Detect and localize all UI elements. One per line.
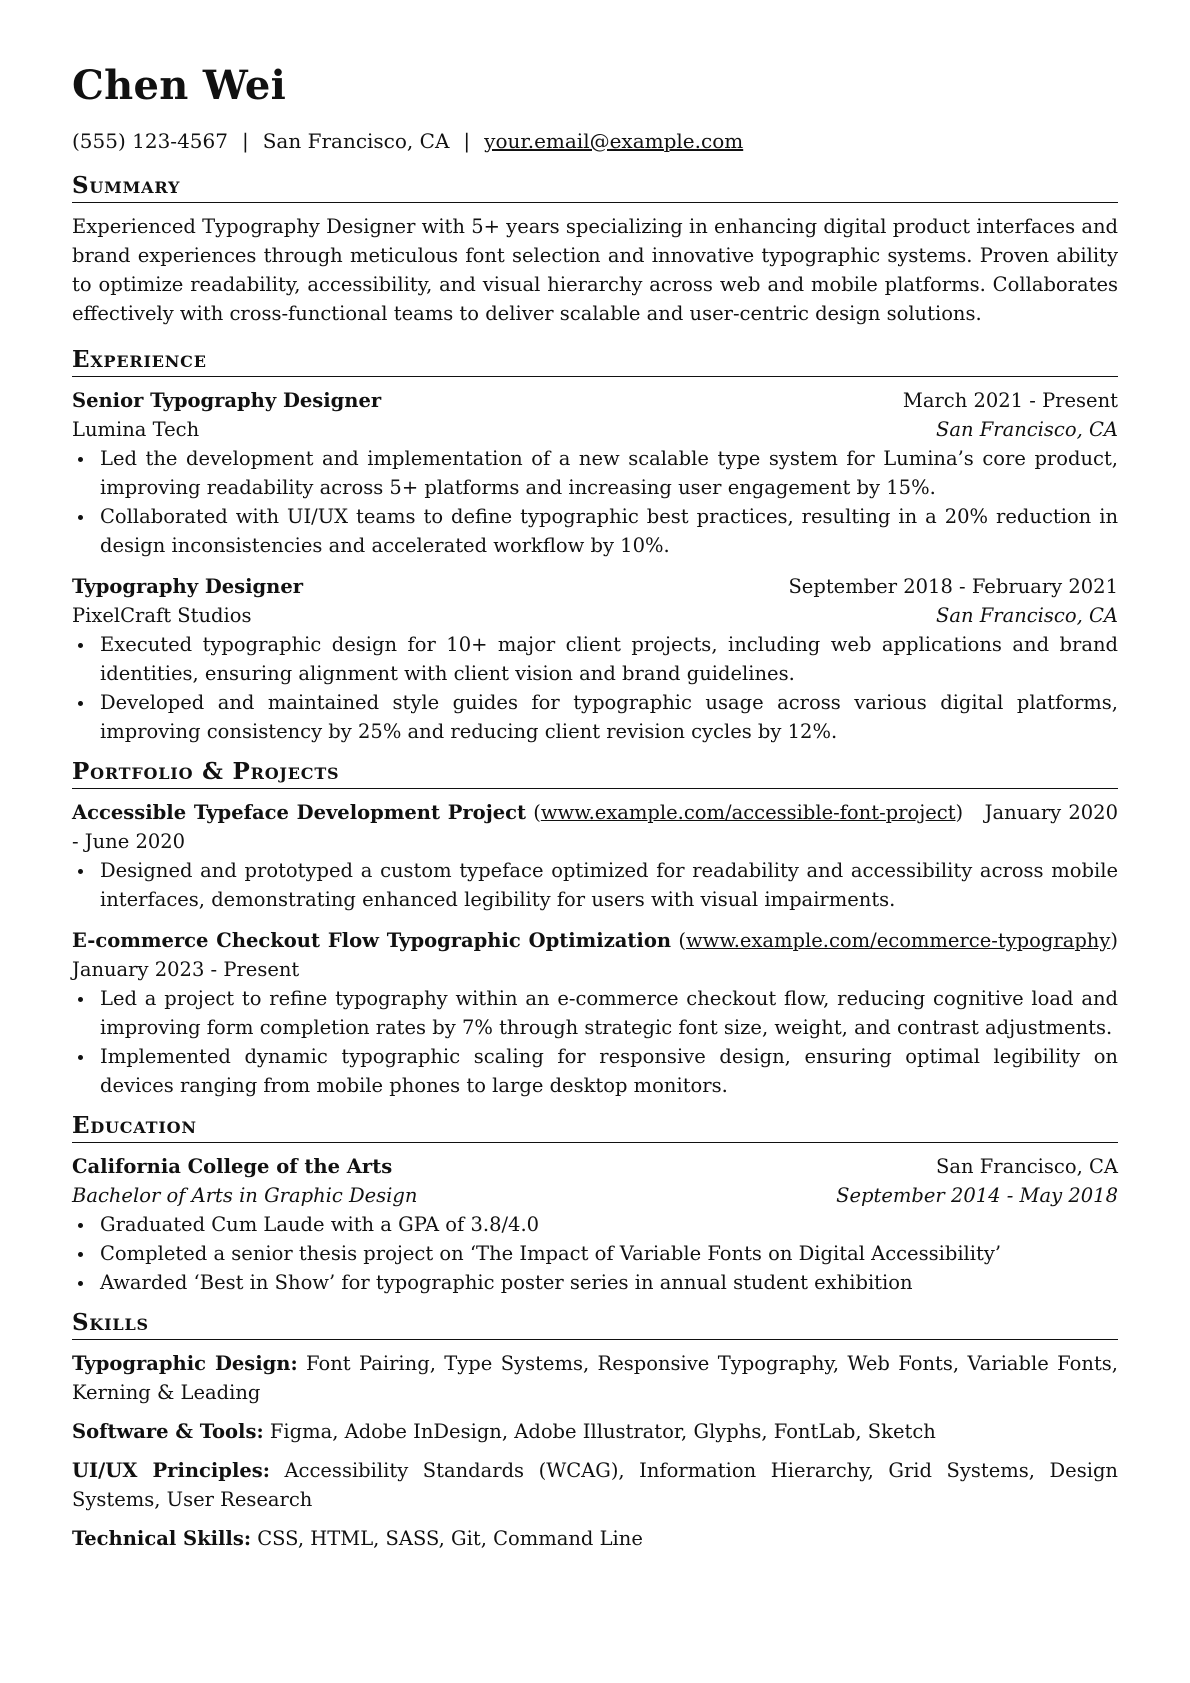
job-role: Typography Designer — [72, 575, 304, 598]
project-link[interactable]: www.example.com/accessible-font-project — [540, 801, 956, 824]
project-dates: January 2023 - Present — [72, 958, 300, 981]
education-dates: September 2014 - May 2018 — [836, 1184, 1118, 1207]
job-entry — [72, 572, 1118, 746]
degree: Bachelor of Arts in Graphic Design — [72, 1184, 418, 1207]
job-dates: September 2018 - February 2021 — [788, 575, 1118, 598]
summary-text: Experienced Typography Designer with 5+ years specializing in enhancing digital product interfaces and brand experiences through meticulous font selection and innovative typographic systems. Proven ability to optimize readability, accessibility, and visual hierarchy across web and mobile platforms. Collaborates effectively with cross-functional teams to deliver scalable and user-centric design solutions. — [72, 215, 1118, 325]
list-item: Executed typographic design for 10+ major client projects, including web applications and brand identities, ensuring alignment with client vision and brand guidelines. — [72, 630, 1118, 688]
skill-label: Technical Skills: — [72, 1527, 252, 1550]
job-role: Senior Typography Designer — [72, 389, 382, 412]
section-title-skills: Skills — [72, 1309, 1118, 1340]
job-location: San Francisco, CA — [935, 604, 1118, 627]
job-bullets — [72, 630, 1118, 746]
school-name: California College of the Arts — [72, 1155, 393, 1178]
education-bullets — [72, 1210, 1118, 1297]
job-location: San Francisco, CA — [935, 418, 1118, 441]
list-item: Graduated Cum Laude with a GPA of 3.8/4.0 — [72, 1210, 1118, 1239]
list-item: Awarded ‘Best in Show’ for typographic poster series in annual student exhibition — [72, 1268, 1118, 1297]
skill-value: Accessibility Standards (WCAG), Information Hierarchy, Grid Systems, Design Systems, User Research — [72, 1459, 1118, 1511]
list-item: Implemented dynamic typographic scaling for responsive design, ensuring optimal legibility on devices ranging from mobile phones to large desktop monitors. — [72, 1042, 1118, 1100]
education-subheader — [72, 1181, 1118, 1210]
job-header — [72, 386, 1118, 415]
list-item: Collaborated with UI/UX teams to define typographic best practices, resulting in a 20% reduction in design inconsistencies and accelerated workflow by 10%. — [72, 502, 1118, 560]
email-link[interactable]: your.email@example.com — [484, 129, 744, 153]
project-name: Accessible Typeface Development Project — [72, 801, 527, 824]
school-location: San Francisco, CA — [935, 1155, 1118, 1178]
project-entry — [72, 926, 1118, 1100]
project-bullets — [72, 856, 1118, 914]
education-entry — [72, 1152, 1118, 1297]
phone: (555) 123-4567 — [72, 129, 228, 153]
section-title-experience: Experience — [72, 346, 1118, 377]
project-bullets — [72, 984, 1118, 1100]
skill-label: Software & Tools: — [72, 1420, 264, 1443]
list-item: Led the development and implementation of a new scalable type system for Lumina’s core product, improving readability across 5+ platforms and increasing user engagement by 15%. — [72, 444, 1118, 502]
skill-row — [72, 1349, 1118, 1407]
skill-value: CSS, HTML, SASS, Git, Command Line — [257, 1527, 643, 1550]
skill-row — [72, 1456, 1118, 1514]
skill-value: Font Pairing, Type Systems, Responsive Typography, Web Fonts, Variable Fonts, Kerning & Leading — [72, 1352, 1118, 1404]
summary-section — [72, 172, 1118, 328]
project-header: Accessible Typeface Development Project (www.example.com/accessible-font-project) January 2020 - June 2020 — [72, 801, 1118, 853]
projects-section — [72, 758, 1118, 1100]
skill-row — [72, 1417, 1118, 1446]
location: San Francisco, CA — [262, 129, 450, 153]
job-subheader — [72, 601, 1118, 630]
section-title-summary: Summary — [72, 172, 1118, 203]
contact-separator: | — [241, 129, 249, 153]
list-item: Developed and maintained style guides for typographic usage across various digital platforms, improving consistency by 25% and reducing client revision cycles by 12%. — [72, 688, 1118, 746]
project-name: E-commerce Checkout Flow Typographic Optimization — [72, 929, 672, 952]
job-bullets — [72, 444, 1118, 560]
skill-label: UI/UX Principles: — [72, 1459, 270, 1482]
section-title-projects: Portfolio & Projects — [72, 758, 1118, 789]
skill-value: Figma, Adobe InDesign, Adobe Illustrator, Glyphs, FontLab, Sketch — [269, 1420, 936, 1443]
project-entry — [72, 798, 1118, 914]
list-item: Led a project to refine typography within an e-commerce checkout flow, reducing cognitive load and improving form completion rates by 7% through strategic font size, weight, and contrast adjustments. — [72, 984, 1118, 1042]
education-header — [72, 1152, 1118, 1181]
contact-line — [72, 128, 1118, 154]
list-item: Completed a senior thesis project on ‘The Impact of Variable Fonts on Digital Accessibility’ — [72, 1239, 1118, 1268]
education-section — [72, 1112, 1118, 1297]
job-company: PixelCraft Studios — [72, 604, 252, 627]
job-entry — [72, 386, 1118, 560]
job-company: Lumina Tech — [72, 418, 200, 441]
section-title-education: Education — [72, 1112, 1118, 1143]
contact-separator: | — [463, 129, 471, 153]
skill-label: Typographic Design: — [72, 1352, 298, 1375]
list-item: Designed and prototyped a custom typeface optimized for readability and accessibility across mobile interfaces, demonstrating enhanced legibility for users with visual impairments. — [72, 856, 1118, 914]
skill-row — [72, 1524, 1118, 1553]
job-subheader — [72, 415, 1118, 444]
project-dates: January 2020 - June 2020 — [72, 801, 1118, 853]
experience-section — [72, 346, 1118, 746]
job-header — [72, 572, 1118, 601]
skills-section — [72, 1309, 1118, 1553]
candidate-name: Chen Wei — [72, 62, 287, 109]
job-dates: March 2021 - Present — [902, 389, 1118, 412]
project-link[interactable]: www.example.com/ecommerce-typography — [685, 929, 1111, 952]
project-header: E-commerce Checkout Flow Typographic Optimization (www.example.com/ecommerce-typography) January 2023 - Present — [72, 929, 1118, 981]
